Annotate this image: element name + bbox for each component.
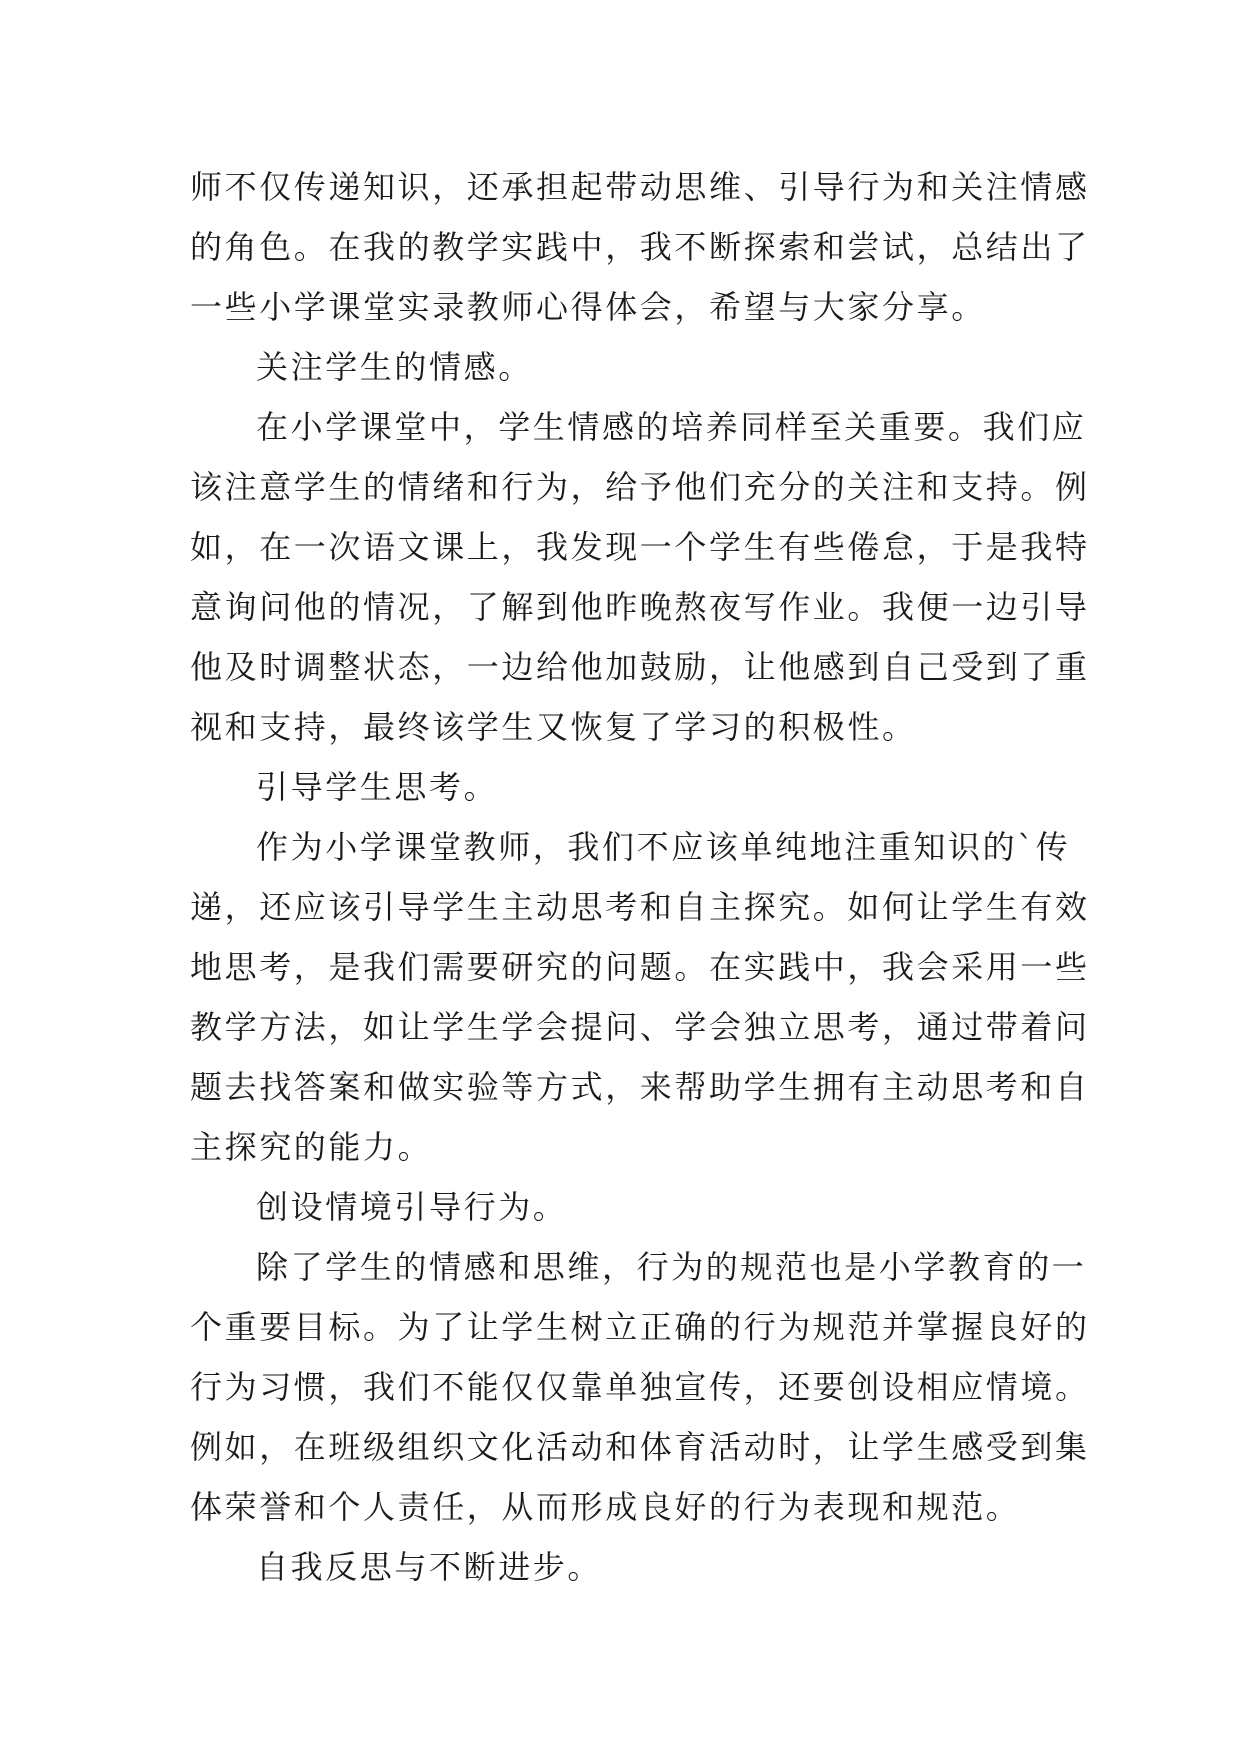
text-line: 行为习惯，我们不能仅仅靠单独宣传，还要创设相应情境。 [190,1368,1090,1406]
text-line: 的角色。在我的教学实践中，我不断探索和尝试，总结出了 [190,228,1090,266]
text-line: 递，还应该引导学生主动思考和自主探究。如何让学生有效 [190,888,1090,926]
text-line: 在小学课堂中，学生情感的培养同样至关重要。我们应 [256,408,1087,446]
section-heading: 引导学生思考。 [256,768,499,806]
section-heading: 自我反思与不断进步。 [256,1548,603,1586]
text-line: 除了学生的情感和思维，行为的规范也是小学教育的一 [256,1248,1087,1286]
text-line: 地思考，是我们需要研究的问题。在实践中，我会采用一些 [190,948,1090,986]
text-line: 意询问他的情况，了解到他昨晚熬夜写作业。我便一边引导 [190,588,1090,626]
text-line: 一些小学课堂实录教师心得体会，希望与大家分享。 [190,288,986,326]
section-heading: 关注学生的情感。 [256,348,533,386]
text-line: 题去找答案和做实验等方式，来帮助学生拥有主动思考和自 [190,1068,1090,1106]
section-heading: 创设情境引导行为。 [256,1188,568,1226]
text-line: 体荣誉和个人责任，从而形成良好的行为表现和规范。 [190,1488,1021,1526]
text-line: 师不仅传递知识，还承担起带动思维、引导行为和关注情感 [190,168,1090,206]
text-line: 个重要目标。为了让学生树立正确的行为规范并掌握良好的 [190,1308,1090,1346]
text-line: 主探究的能力。 [190,1128,433,1166]
text-line: 作为小学课堂教师，我们不应该单纯地注重知识的`传 [256,828,1071,866]
text-line: 该注意学生的情绪和行为，给予他们充分的关注和支持。例 [190,468,1090,506]
text-line: 例如，在班级组织文化活动和体育活动时，让学生感受到集 [190,1428,1090,1466]
text-line: 教学方法，如让学生学会提问、学会独立思考，通过带着问 [190,1008,1090,1046]
text-line: 他及时调整状态，一边给他加鼓励，让他感到自己受到了重 [190,648,1090,686]
text-line: 视和支持，最终该学生又恢复了学习的积极性。 [190,708,917,746]
text-line: 如，在一次语文课上，我发现一个学生有些倦怠，于是我特 [190,528,1090,566]
